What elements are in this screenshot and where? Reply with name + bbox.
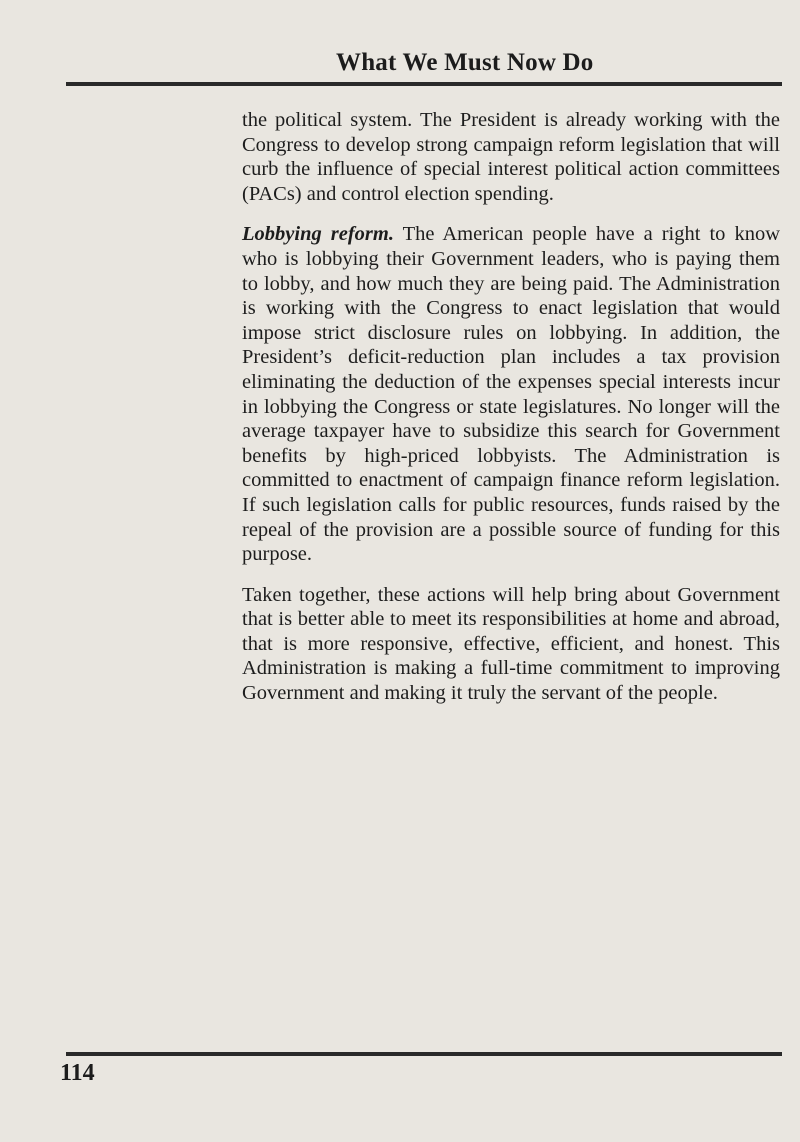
running-head-title: What We Must Now Do — [336, 49, 594, 76]
paragraph-text: the political system. The President is already working with the Congress to develop strong campaign reform legislation that will curb the influence of special interest political action committees (PACs) and control election spending. — [242, 109, 780, 205]
body-text — [242, 108, 780, 722]
footer-rule — [66, 1052, 782, 1056]
paragraph-text: The American people have a right to know who is lobbying their Government leaders, who is paying them to lobby, and how much they are being paid. The Administration is working with the Congress to enact legislation that would impose strict disclosure rules on lobbying. In addition, the President’s deficit-reduction plan includes a tax provision eliminating the deduction of the expenses special interests incur in lobbying the Congress or state legislatures. No longer will the average taxpayer have to subsidize this search for Government benefits by high-priced lobbyists. The Administration is committed to enactment of campaign finance reform legislation. If such legislation calls for public resources, funds raised by the repeal of the provision are a possible source of funding for this purpose. — [242, 223, 780, 566]
paragraph-lead-heading: Lobbying reform. — [242, 223, 394, 246]
paragraph-campaign-reform — [242, 108, 780, 206]
paragraph-conclusion — [242, 583, 780, 706]
page-number: 114 — [60, 1060, 95, 1086]
paragraph-text: Taken together, these actions will help bring about Government that is better able to meet its responsibilities at home and abroad, that is more responsive, effective, efficient, and honest. This Administration is making a full-time commitment to improving Government and making it truly the servant of the people. — [242, 583, 780, 705]
paragraph-lobbying-reform — [242, 222, 780, 566]
header-rule — [66, 82, 782, 86]
